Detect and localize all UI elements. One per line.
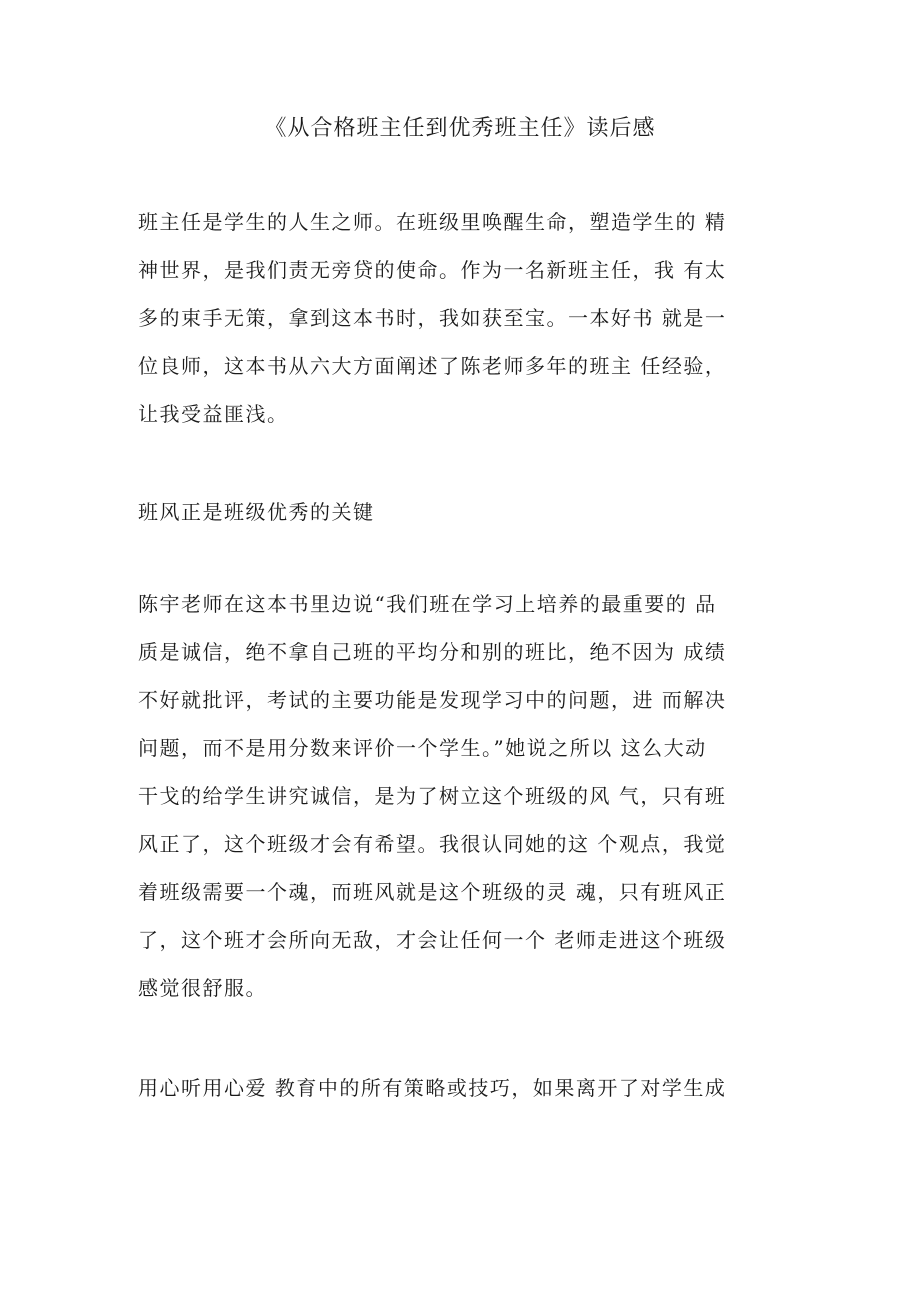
paragraph-line: 班主任是学生的人生之师。在班级里唤醒生命，塑造学生的 精 xyxy=(138,210,727,234)
section-heading-text: 班风正是班级优秀的关键 xyxy=(138,500,375,524)
paragraph-line: 多的束手无策，拿到这本书时，我如获至宝。一本好书 就是一 xyxy=(138,306,727,330)
document-title: 《从合格班主任到优秀班主任》读后感 xyxy=(264,116,656,141)
paragraph-line: 用心听用心爱 教育中的所有策略或技巧，如果离开了对学生成 xyxy=(138,1076,727,1100)
paragraph-line: 质是诚信，绝不拿自己班的平均分和别的班比，绝不因为 成绩 xyxy=(138,640,727,664)
paragraph-line: 干戈的给学生讲究诚信，是为了树立这个班级的风 气，只有班 xyxy=(138,784,727,808)
paragraph-line: 陈宇老师在这本书里边说“我们班在学习上培养的最重要的 品 xyxy=(138,592,717,616)
paragraph-class-spirit xyxy=(138,580,788,1012)
paragraph-line: 神世界，是我们责无旁贷的使命。作为一名新班主任，我 有太 xyxy=(138,258,727,282)
paragraph-line: 感觉很舒服。 xyxy=(138,976,267,1000)
paragraph-line: 着班级需要一个魂，而班风就是这个班级的灵 魂，只有班风正 xyxy=(138,880,727,904)
paragraph-line: 风正了，这个班级才会有希望。我很认同她的这 个观点，我觉 xyxy=(138,832,727,856)
paragraph-line: 不好就批评，考试的主要功能是发现学习中的问题，进 而解决 xyxy=(138,688,727,712)
paragraph-intro xyxy=(138,198,788,438)
paragraph-line: 问题，而不是用分数来评价一个学生。”她说之所以 这么大动 xyxy=(138,736,707,760)
paragraph-line: 了，这个班才会所向无敌，才会让任何一个 老师走进这个班级 xyxy=(138,928,727,952)
paragraph-listen-love xyxy=(138,1064,788,1112)
paragraph-line: 位良师，这本书从六大方面阐述了陈老师多年的班主 任经验， xyxy=(138,354,727,378)
paragraph-line: 让我受益匪浅。 xyxy=(138,402,289,426)
section-heading xyxy=(138,488,788,536)
